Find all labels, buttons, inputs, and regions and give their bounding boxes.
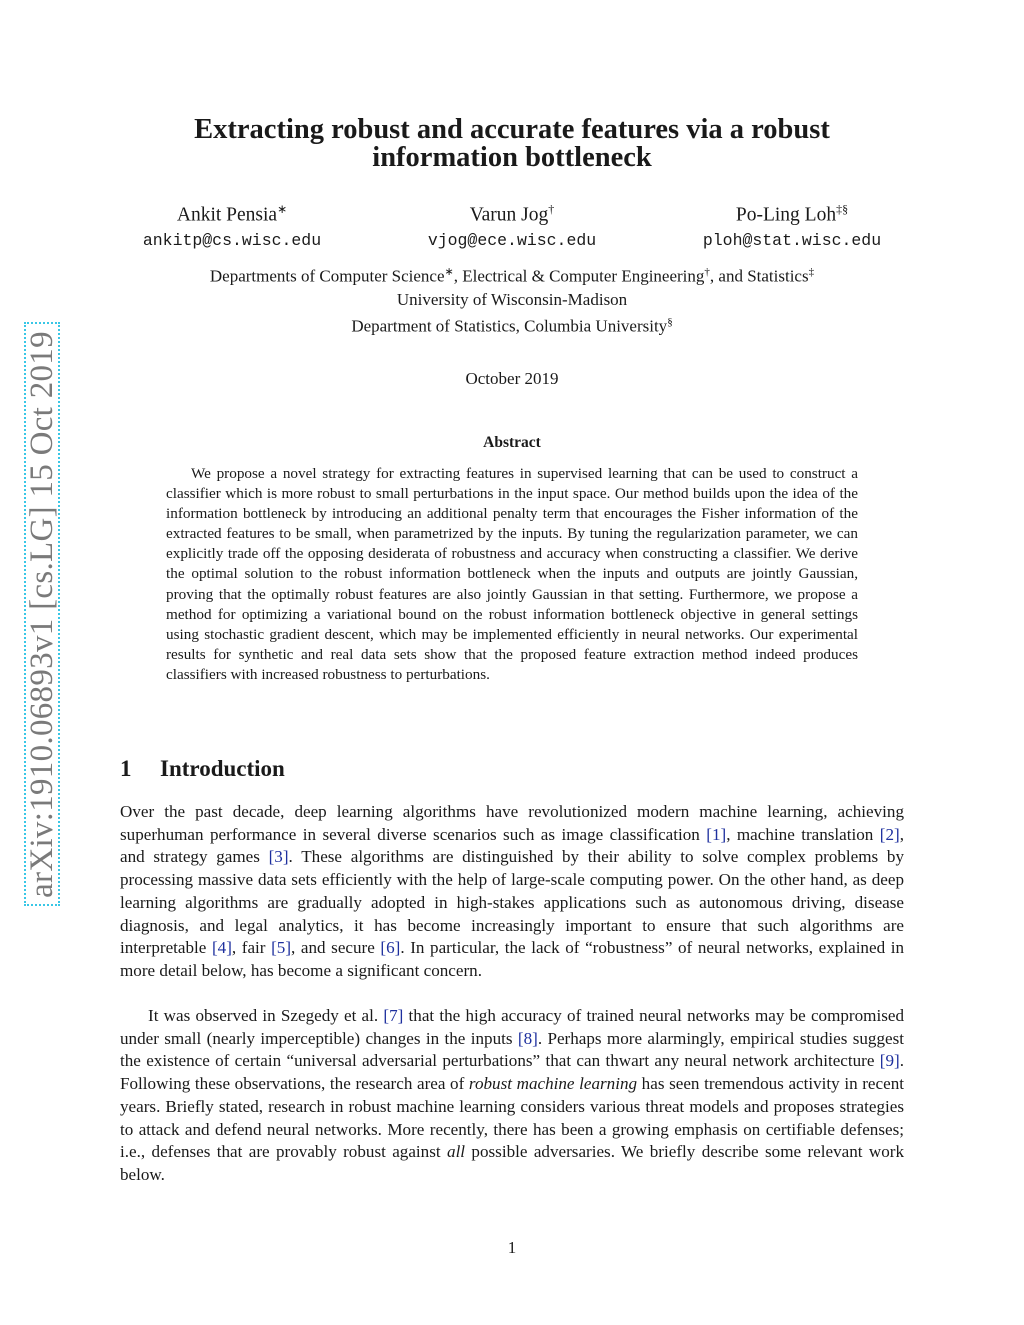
author-email[interactable]: ankitp@cs.wisc.edu <box>142 230 322 250</box>
arxiv-stamp-text: arXiv:1910.06893v1 [cs.LG] 15 Oct 2019 <box>23 330 60 898</box>
author-name: Ankit Pensia∗ <box>176 202 288 226</box>
abstract-heading: Abstract <box>483 434 541 451</box>
emphasis-text: all <box>447 1142 466 1162</box>
citation-link[interactable]: [1] <box>706 824 727 844</box>
citation-link[interactable]: [6] <box>380 938 401 958</box>
affiliation-line-2: University of Wisconsin-Madison <box>396 289 628 309</box>
citation-link[interactable]: [7] <box>383 1006 404 1025</box>
paper-date: October 2019 <box>465 369 559 388</box>
citation-link[interactable]: [9] <box>879 1051 900 1071</box>
title-line-2: information bottleneck <box>372 142 652 173</box>
section-heading <box>120 756 285 782</box>
citation-link[interactable]: [4] <box>211 938 232 958</box>
author-email[interactable]: vjog@ece.wisc.edu <box>427 230 597 250</box>
page-number: 1 <box>507 1238 517 1257</box>
author-name: Po-Ling Loh‡§ <box>735 202 849 226</box>
affiliation-line-1: Departments of Computer Science∗, Electrical & Computer Engineering†, and Statistics‡ <box>209 266 815 286</box>
citation-link[interactable]: [8] <box>517 1028 538 1048</box>
author-email[interactable]: ploh@stat.wisc.edu <box>702 230 882 250</box>
emphasis-text: robust machine learning <box>468 1074 638 1094</box>
author-block-3 <box>680 198 904 252</box>
arxiv-stamp[interactable] <box>24 322 60 906</box>
author-block-2 <box>400 198 624 252</box>
author-block-1 <box>120 198 344 252</box>
affiliation-line-3: Department of Statistics, Columbia University§ <box>351 315 673 336</box>
citation-link[interactable]: [2] <box>879 824 900 844</box>
title-line-1: Extracting robust and accurate features via a robust <box>194 114 830 145</box>
section-title: Introduction <box>160 756 285 781</box>
paper-title <box>120 116 904 172</box>
section-number: 1 <box>120 756 132 781</box>
affiliations <box>120 261 904 337</box>
abstract-text: We propose a novel strategy for extracting features in supervised learning that can be used to construct a classifier which is more robust to small perturbations in the input space. Our method builds upon the idea of the information bottleneck by introducing an additional penalty term that encourages the Fisher information of the extracted features to be small, when parametrized by the inputs. By tuning the regularization parameter, we can explicitly trade off the opposing desiderata of robustness and accuracy when constructing a classifier. We derive the optimal solution to the robust information bottleneck when the inputs and outputs are jointly Gaussian, proving that the optimally robust features are also jointly Gaussian in that setting. Furthermore, we propose a method for optimizing a variational bound on the robust information bottleneck objective in general settings using stochastic gradient descent, which may be implemented efficiently in neural networks. Our experimental results for synthetic and real data sets show that the proposed feature extraction method indeed produces classifiers with increased robustness to perturbations. <box>166 465 858 683</box>
citation-link[interactable]: [5] <box>271 938 292 958</box>
author-name: Varun Jog† <box>469 202 555 226</box>
intro-paragraph-1: Over the past decade, deep learning algorithms have revolutionized modern machine learning, achieving superhuman performance in several diverse scenarios such as image classification [1], machine translation [2], and strategy games [3]. These algorithms are distinguished by their ability to solve complex problems by processing massive data sets efficiently with the help of large-scale computing power. On the other hand, as deep learning algorithms are gradually adopted in high-stakes applications such as autonomous driving, disease diagnosis, and legal analytics, it has become increasingly important to ensure that such algorithms are interpretable [4], fair [5], and secure [6]. In particular, the lack of “robustness” of neural networks, explained in more detail below, has become a significant concern. <box>120 802 905 980</box>
intro-paragraph-2: It was observed in Szegedy et al. [7] that the high accuracy of trained neural networks may be compromised under small (nearly imperceptible) changes in the inputs [8]. Perhaps more alarmingly, empirical studies suggest the existence of certain “universal adversarial perturbations” that can thwart any neural network architecture [9]. Following these observations, the research area of robust machine learning has seen tremendous activity in recent years. Briefly stated, research in robust machine learning considers various threat models and proposes strategies to attack and defend neural networks. More recently, there has been a growing emphasis on certifiable defenses; i.e., defenses that are provably robust against all possible adversaries. We briefly describe some relevant work below. <box>120 1006 905 1184</box>
citation-link[interactable]: [3] <box>268 847 289 867</box>
